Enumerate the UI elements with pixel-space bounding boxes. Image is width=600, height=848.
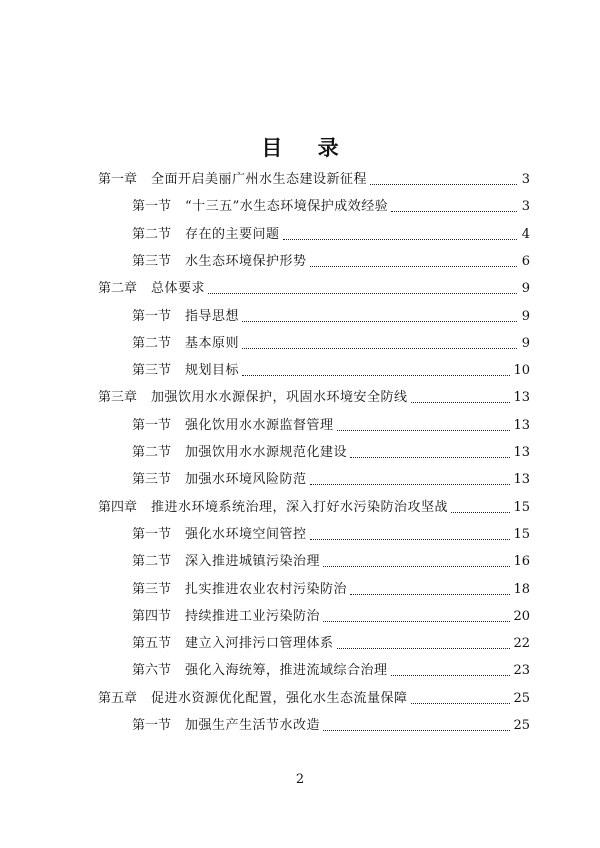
- toc-entry-page: 13: [513, 417, 530, 433]
- dot-leader: [370, 183, 517, 185]
- toc-entry-page: 3: [521, 199, 530, 215]
- toc-entry-section[interactable]: [0, 223, 600, 243]
- toc-entry-page: 9: [521, 335, 530, 351]
- toc-entry-title: “十三五”水生态环境保护成效经验: [185, 199, 389, 215]
- toc-entry-page: 6: [521, 253, 530, 269]
- toc-entry-title: 加强水环境风险防范: [185, 472, 307, 488]
- dot-leader: [350, 456, 510, 458]
- toc-entry-section[interactable]: [0, 414, 600, 434]
- toc-entry-chapter[interactable]: [0, 386, 600, 406]
- toc-entry-number: 第六节: [132, 663, 172, 679]
- dot-leader: [337, 429, 511, 431]
- toc-entry-page: 16: [513, 554, 530, 570]
- toc-entry-section[interactable]: [0, 605, 600, 625]
- dot-leader: [350, 593, 510, 595]
- toc-entry-title: 建立入河排污口管理体系: [185, 636, 334, 652]
- toc-entry-chapter[interactable]: [0, 496, 600, 516]
- toc-entry-page: 15: [513, 499, 530, 515]
- toc-entry-section[interactable]: [0, 441, 600, 461]
- toc-entry-number: 第三节: [132, 581, 172, 597]
- toc-entry-page: 10: [513, 363, 530, 379]
- toc-entry-number: 第二节: [132, 445, 172, 460]
- toc-entry-page: 13: [513, 390, 530, 406]
- toc-entry-page: 9: [521, 308, 530, 324]
- toc-entry-section[interactable]: [0, 632, 600, 652]
- toc-entry-section[interactable]: [0, 332, 600, 352]
- toc-entry-page: 20: [513, 608, 530, 624]
- toc-entry-chapter[interactable]: [0, 168, 600, 188]
- dot-leader: [242, 347, 517, 349]
- toc-entry-number: 第二节: [132, 226, 172, 242]
- dot-leader: [391, 674, 511, 676]
- toc-entry-page: 9: [521, 281, 530, 297]
- toc-entry-number: 第三章: [98, 390, 138, 406]
- toc-entry-title: 基本原则: [185, 335, 240, 351]
- dot-leader: [208, 292, 517, 294]
- toc-entry-title: 加强饮用水水源保护，巩固水环境安全防线: [151, 390, 408, 406]
- toc-entry-section[interactable]: [0, 714, 600, 734]
- toc-entry-section[interactable]: [0, 550, 600, 570]
- toc-entry-title: 强化入海统筹，推进流域综合治理: [185, 663, 388, 679]
- toc-entry-section[interactable]: [0, 195, 600, 215]
- toc-entry-page: 15: [513, 526, 530, 542]
- toc-entry-chapter[interactable]: [0, 277, 600, 297]
- toc-entry-number: 第二章: [98, 281, 138, 297]
- toc-entry-title: 全面开启美丽广州水生态建设新征程: [151, 172, 368, 187]
- toc-entry-section[interactable]: [0, 523, 600, 543]
- dot-leader: [310, 538, 511, 540]
- toc-entry-number: 第二节: [132, 335, 172, 351]
- toc-entry-page: 25: [513, 690, 530, 706]
- toc-entry-section[interactable]: [0, 578, 600, 598]
- toc-entry-title: 存在的主要问题: [185, 226, 280, 242]
- toc-entry-section[interactable]: [0, 250, 600, 270]
- toc-entry-page: 4: [521, 226, 530, 242]
- toc-entry-number: 第一节: [132, 718, 172, 733]
- toc-entry-number: 第五章: [98, 690, 138, 706]
- toc-entry-page: 3: [521, 172, 530, 187]
- toc-entry-page: 13: [513, 445, 530, 460]
- toc-entry-title: 规划目标: [185, 363, 240, 379]
- toc-entry-title: 指导思想: [185, 308, 240, 324]
- dot-leader: [391, 210, 517, 212]
- page-number: 2: [295, 772, 305, 787]
- toc-entry-section[interactable]: [0, 359, 600, 379]
- toc-entry-number: 第一节: [132, 417, 172, 433]
- dot-leader: [451, 511, 510, 513]
- toc-entry-page: 18: [513, 581, 530, 597]
- toc-entry-number: 第四章: [98, 499, 138, 515]
- toc-entry-number: 第四节: [132, 608, 172, 624]
- toc-entry-page: 13: [513, 472, 530, 488]
- toc-entry-title: 加强饮用水水源规范化建设: [185, 445, 348, 460]
- toc-entry-title: 促进水资源优化配置，强化水生态流量保障: [151, 690, 408, 706]
- toc-entry-page: 22: [513, 636, 530, 652]
- toc-entry-title: 推进水环境系统治理，深入打好水污染防治攻坚战: [151, 499, 449, 515]
- dot-leader: [411, 401, 511, 403]
- dot-leader: [323, 620, 510, 622]
- toc-entry-section[interactable]: [0, 659, 600, 679]
- toc-title: 目 录: [261, 135, 353, 160]
- toc-entry-title: 持续推进工业污染防治: [185, 608, 321, 624]
- toc-entry-number: 第三节: [132, 472, 172, 488]
- dot-leader: [283, 238, 517, 240]
- toc-entry-number: 第一节: [132, 308, 172, 324]
- dot-leader: [411, 702, 511, 704]
- toc-entry-page: 25: [513, 718, 530, 733]
- toc-entry-section[interactable]: [0, 468, 600, 488]
- toc-entry-number: 第一节: [132, 526, 172, 542]
- dot-leader: [310, 483, 511, 485]
- dot-leader: [323, 565, 510, 567]
- toc-entry-number: 第一节: [132, 199, 172, 215]
- dot-leader: [310, 265, 517, 267]
- toc-entry-title: 总体要求: [151, 281, 206, 297]
- dot-leader: [242, 320, 517, 322]
- toc-entry-chapter[interactable]: [0, 687, 600, 707]
- toc-entry-title: 深入推进城镇污染治理: [185, 554, 321, 570]
- toc-entry-number: 第二节: [132, 554, 172, 570]
- dot-leader: [242, 374, 510, 376]
- toc-entry-number: 第三节: [132, 253, 172, 269]
- toc-entry-number: 第三节: [132, 363, 172, 379]
- toc-entry-section[interactable]: [0, 305, 600, 325]
- toc-entry-title: 水生态环境保护形势: [185, 253, 307, 269]
- toc-entry-title: 强化水环境空间管控: [185, 526, 307, 542]
- toc-entry-page: 23: [513, 663, 530, 679]
- toc-entry-number: 第五节: [132, 636, 172, 652]
- toc-entry-number: 第一章: [98, 172, 138, 187]
- toc-entry-title: 扎实推进农业农村污染防治: [185, 581, 348, 597]
- toc-entry-title: 强化饮用水水源监督管理: [185, 417, 334, 433]
- dot-leader: [323, 729, 510, 731]
- dot-leader: [337, 647, 511, 649]
- toc-entry-title: 加强生产生活节水改造: [185, 718, 321, 733]
